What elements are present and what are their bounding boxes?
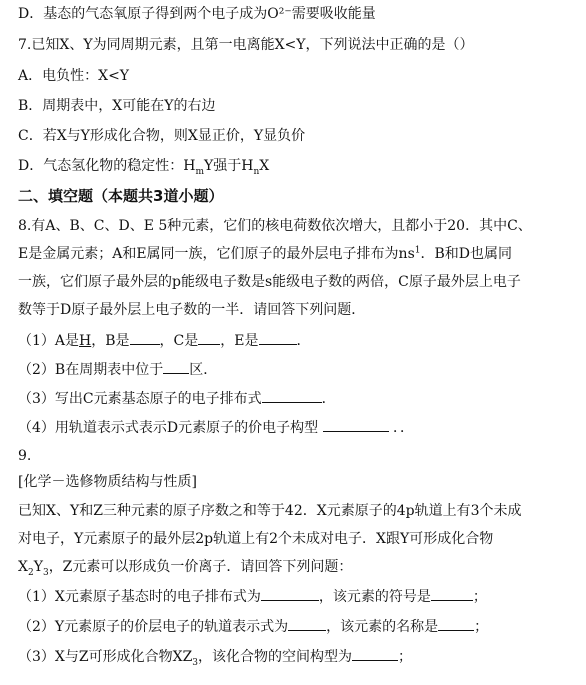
q9-number — [18, 446, 580, 466]
formula-text: Y — [33, 559, 43, 575]
question-text: 对电子，Y元素原子的最外层2p轨道上有2个未成对电子．X跟Y可形成化合物 — [18, 531, 494, 547]
answer-blank[interactable] — [163, 359, 189, 374]
question-tag: [化学－选修物质结构与性质] — [18, 474, 197, 490]
subscript: 2 — [27, 567, 34, 578]
section-heading-text: 二、填空题（本题共3道小题） — [18, 187, 224, 205]
answer-blank[interactable] — [262, 388, 322, 403]
prompt-text: ； — [472, 589, 487, 605]
answer-blank[interactable] — [438, 616, 474, 631]
q9-sub-2 — [18, 616, 580, 637]
option-text: X — [259, 158, 270, 174]
option-text: Y强于H — [203, 158, 254, 174]
prompt-text: ，该元素的符号是 — [318, 589, 431, 605]
prompt-text: ，该元素的名称是 — [326, 619, 439, 635]
question-text: 8.有A、B、C、D、E 5种元素，它们的核电荷数依次增大，且都小于20．其中C、 — [18, 218, 532, 234]
option-text: C．若X与Y形成化合物，则X显正价，Y显负价 — [18, 128, 306, 144]
q9-line-3 — [18, 557, 580, 577]
answer-blank[interactable] — [431, 586, 473, 601]
prompt-text: （2）Y元素原子的价层电子的轨道表示式为 — [18, 619, 289, 635]
prompt-text: ，E是 — [220, 333, 259, 349]
q9-line-2 — [18, 529, 580, 549]
prompt-text: （2）B在周期表中位于 — [18, 362, 164, 378]
q7-option-a — [18, 66, 580, 86]
q8-line-2 — [18, 244, 580, 264]
option-text: D．基态的气态氧原子得到两个电子成为O²⁻需要吸收能量 — [18, 6, 376, 22]
q7-option-b — [18, 96, 580, 116]
question-text: 7.已知X、Y为同周期元素，且第一电离能X<Y，下列说法中正确的是（） — [18, 37, 474, 53]
question-text: ．B和D也属同 — [420, 246, 512, 262]
answer-blank[interactable] — [323, 417, 389, 432]
answer-blank[interactable] — [352, 646, 398, 661]
superscript: 1 — [414, 245, 421, 256]
prompt-text: ，C是 — [159, 333, 199, 349]
question-text: 数等于D原子最外层上电子数的一半．请回答下列问题． — [18, 302, 366, 318]
q7-option-c — [18, 126, 580, 146]
answer-blank[interactable] — [288, 616, 326, 631]
q7-stem — [18, 35, 580, 55]
option-text: B．周期表中，X可能在Y的右边 — [18, 98, 216, 114]
q-prev-option-d — [18, 4, 580, 24]
formula-text: X — [18, 559, 28, 575]
answer-blank-c[interactable] — [198, 330, 220, 345]
prompt-text: （3）X与Z可形成化合物XZ — [18, 649, 193, 665]
option-text: D．气态氢化物的稳定性：H — [18, 158, 196, 174]
answer-blank-e[interactable] — [259, 330, 297, 345]
prompt-text: ，B是 — [91, 333, 130, 349]
prompt-text: ，该化合物的空间构型为 — [198, 649, 353, 665]
q8-line-1 — [18, 216, 580, 236]
q7-option-d — [18, 156, 580, 176]
question-number: 9. — [18, 448, 32, 464]
question-text: E是金属元素；A和E属同一族，它们原子的最外层电子排布为ns — [18, 246, 415, 262]
q8-sub-4 — [18, 417, 580, 438]
prompt-text: 区． — [189, 362, 218, 378]
subscript: n — [253, 166, 260, 177]
question-text: ，Z元素可以形成负一价离子．请回答下列问题： — [48, 559, 353, 575]
prompt-text: （3）写出C元素基态原子的电子排布式 — [18, 391, 262, 407]
q8-sub-3 — [18, 388, 580, 409]
section-title — [18, 186, 580, 206]
subscript: 3 — [42, 567, 49, 578]
q9-tag — [18, 472, 580, 492]
prompt-text: ． — [296, 333, 311, 349]
answer-blank[interactable] — [261, 586, 319, 601]
prompt-text: ； — [398, 649, 413, 665]
prompt-text: ． — [321, 391, 336, 407]
question-text: 一族，它们原子最外层的p能级电子数是s能级电子数的两倍，C原子最外层上电子 — [18, 274, 521, 290]
prompt-text: （4）用轨道表示式表示D元素原子的价电子构型 — [18, 420, 319, 436]
q9-sub-1 — [18, 586, 580, 607]
prompt-text: ．． — [393, 420, 415, 436]
prompt-text: ； — [474, 619, 489, 635]
q8-sub-2 — [18, 359, 580, 380]
prompt-text: （1）A是 — [18, 333, 80, 349]
prompt-text: （1）X元素原子基态时的电子排布式为 — [18, 589, 261, 605]
filled-answer: H — [79, 333, 92, 349]
subscript: m — [195, 166, 204, 177]
subscript: 3 — [192, 657, 199, 668]
q8-line-3 — [18, 272, 580, 292]
q9-sub-3 — [18, 646, 580, 667]
answer-blank-b[interactable] — [130, 330, 160, 345]
option-text: A．电负性：X<Y — [18, 68, 130, 84]
q8-line-4 — [18, 300, 580, 320]
q9-line-1 — [18, 501, 580, 521]
q8-sub-1 — [18, 330, 580, 351]
question-text: 已知X、Y和Z三种元素的原子序数之和等于42．X元素原子的4p轨道上有3个未成 — [18, 503, 522, 519]
